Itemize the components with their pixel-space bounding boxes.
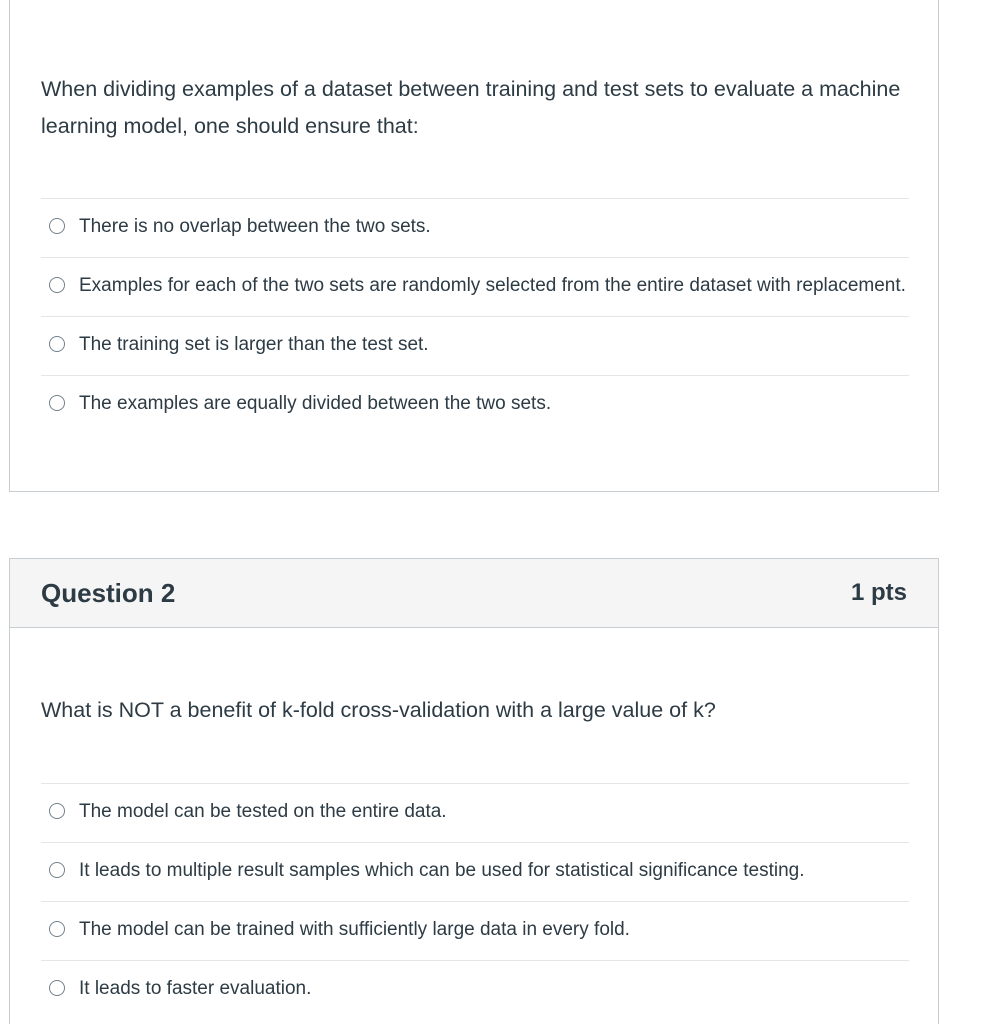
- question-1-answers: [41, 198, 909, 434]
- answer-option[interactable]: [41, 843, 909, 902]
- question-1-text: When dividing examples of a dataset between training and test sets to evaluate a machine learning model, one should ensure that:: [41, 77, 901, 138]
- answer-label: The model can be tested on the entire data.: [79, 801, 447, 822]
- radio-unselected-icon[interactable]: [49, 277, 65, 293]
- answer-option[interactable]: [41, 784, 909, 843]
- question-points: 1 pts: [850, 579, 907, 606]
- question-2-text: What is NOT a benefit of k-fold cross-validation with a large value of k?: [41, 698, 716, 722]
- question-title: Question 2: [41, 577, 176, 608]
- question-card-1: [9, 0, 939, 492]
- answer-label: There is no overlap between the two sets.: [79, 216, 431, 237]
- answer-option[interactable]: [41, 961, 909, 1019]
- answer-option[interactable]: [41, 376, 909, 434]
- answer-label: The training set is larger than the test set.: [79, 334, 429, 355]
- radio-unselected-icon[interactable]: [49, 803, 65, 819]
- answer-label: It leads to multiple result samples which can be used for statistical significance testing.: [79, 860, 805, 881]
- radio-unselected-icon[interactable]: [49, 218, 65, 234]
- answer-option[interactable]: [41, 199, 909, 258]
- answer-option[interactable]: [41, 902, 909, 961]
- question-2-answers: [41, 783, 909, 1019]
- answer-label: It leads to faster evaluation.: [79, 978, 312, 999]
- question-2-header: [10, 559, 938, 628]
- radio-unselected-icon[interactable]: [49, 980, 65, 996]
- radio-unselected-icon[interactable]: [49, 336, 65, 352]
- answer-label: The examples are equally divided between the two sets.: [79, 393, 552, 414]
- answer-label: The model can be trained with sufficiently large data in every fold.: [79, 919, 630, 940]
- question-card-2: [9, 558, 939, 1024]
- answer-option[interactable]: [41, 317, 909, 376]
- radio-unselected-icon[interactable]: [49, 921, 65, 937]
- radio-unselected-icon[interactable]: [49, 395, 65, 411]
- answer-label: Examples for each of the two sets are randomly selected from the entire dataset with replacement.: [79, 275, 906, 296]
- answer-option[interactable]: [41, 258, 909, 317]
- radio-unselected-icon[interactable]: [49, 862, 65, 878]
